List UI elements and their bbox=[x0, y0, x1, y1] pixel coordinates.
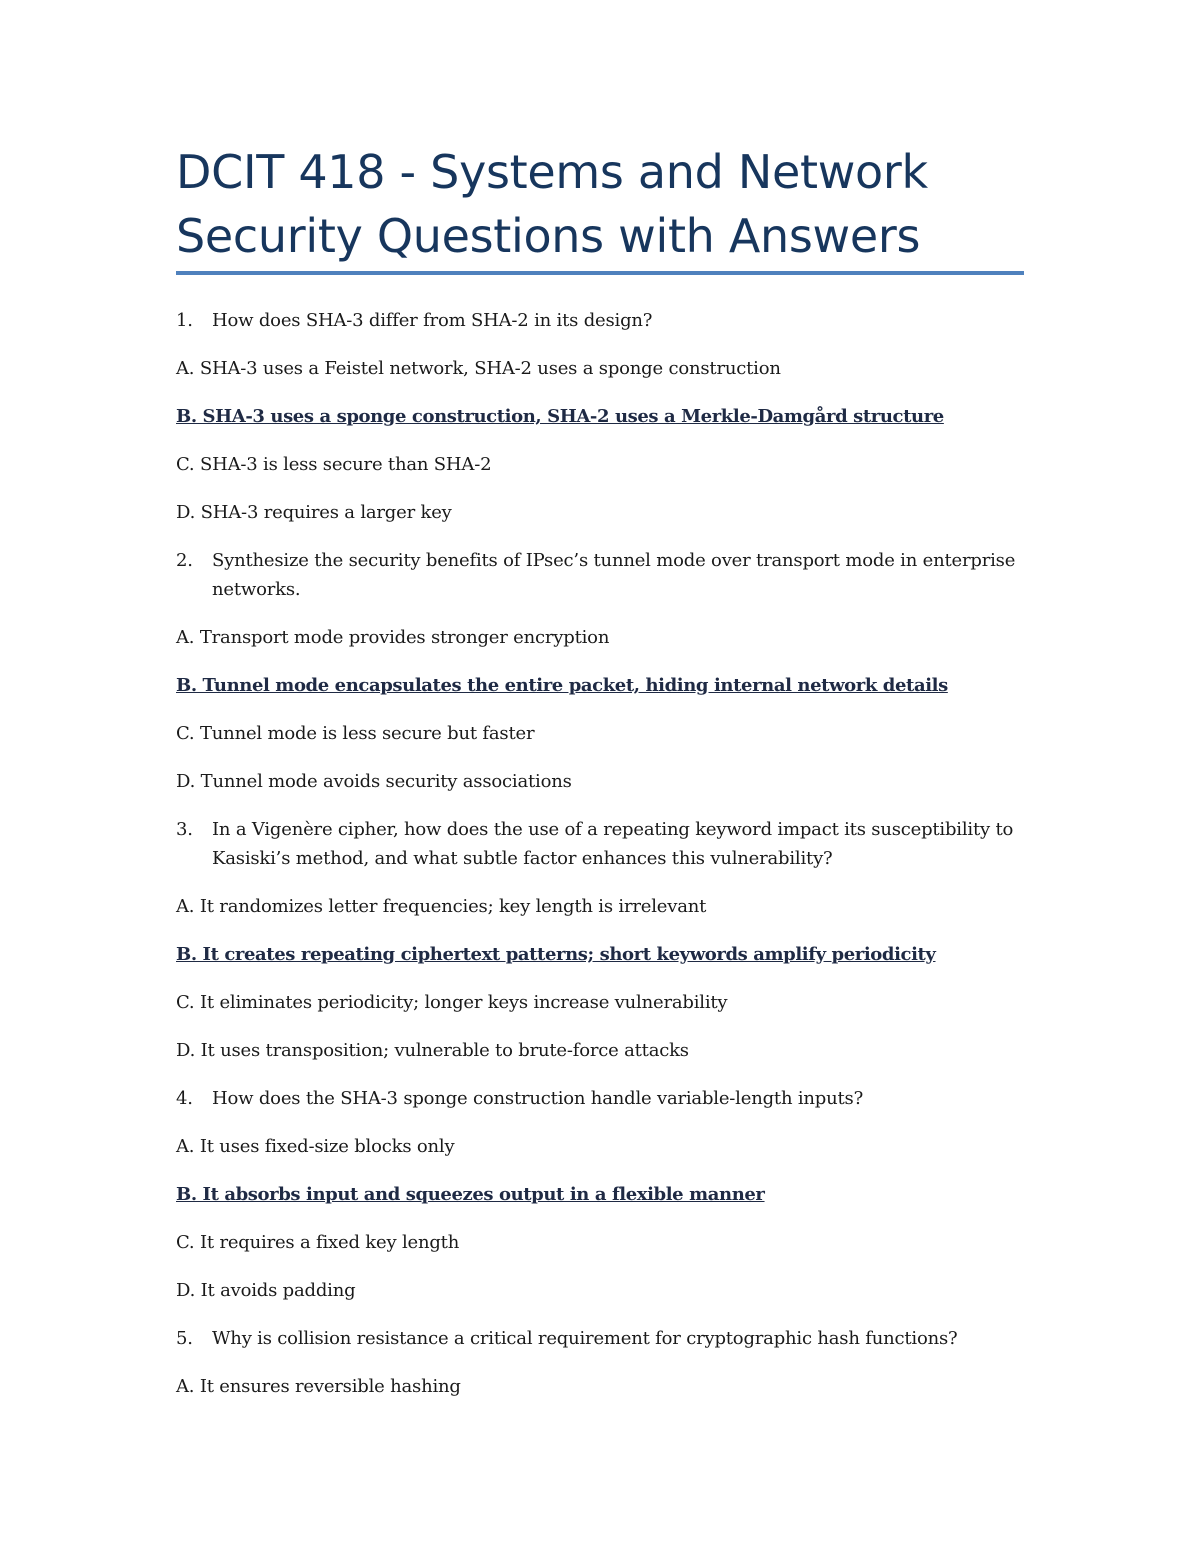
answer-option: A. It ensures reversible hashing bbox=[176, 1376, 461, 1397]
question-number: 2. bbox=[176, 550, 193, 571]
correct-answer-option: B. SHA-3 uses a sponge construction, SHA-2 uses a Merkle-Damgård structure bbox=[176, 406, 944, 427]
question-text: Why is collision resistance a critical requirement for cryptographic hash functions? bbox=[212, 1328, 958, 1349]
answer-option: D. Tunnel mode avoids security associations bbox=[176, 771, 572, 792]
question-text: In a Vigenère cipher, how does the use of a repeating keyword impact its susceptibility to Kasiski’s method, and what subtle factor enhances this vulnerability? bbox=[212, 819, 1014, 869]
answer-option: C. Tunnel mode is less secure but faster bbox=[176, 723, 535, 744]
question-text: How does SHA-3 differ from SHA-2 in its design? bbox=[212, 310, 653, 331]
question-number: 4. bbox=[176, 1088, 193, 1109]
question-list bbox=[176, 306, 1024, 1420]
question-2 bbox=[176, 546, 1024, 604]
title-line-1: DCIT 418 - Systems and Network bbox=[176, 145, 928, 199]
question-3 bbox=[176, 815, 1024, 873]
question-4 bbox=[176, 1084, 1024, 1113]
answer-option: D. It uses transposition; vulnerable to brute-force attacks bbox=[176, 1040, 689, 1061]
answer-option: A. It randomizes letter frequencies; key length is irrelevant bbox=[176, 896, 707, 917]
answer-option: A. SHA-3 uses a Feistel network, SHA-2 uses a sponge construction bbox=[176, 358, 781, 379]
title-underline-rule bbox=[176, 271, 1024, 275]
question-5 bbox=[176, 1324, 1024, 1353]
question-number: 5. bbox=[176, 1328, 193, 1349]
question-text: How does the SHA-3 sponge construction handle variable-length inputs? bbox=[212, 1088, 864, 1109]
question-1 bbox=[176, 306, 1024, 335]
answer-option: C. SHA-3 is less secure than SHA-2 bbox=[176, 454, 492, 475]
question-number: 3. bbox=[176, 819, 193, 840]
answer-option: A. It uses fixed-size blocks only bbox=[176, 1136, 455, 1157]
title-line-2: Security Questions with Answers bbox=[176, 209, 921, 263]
answer-option: C. It eliminates periodicity; longer keys increase vulnerability bbox=[176, 992, 728, 1013]
correct-answer-option: B. It creates repeating ciphertext patterns; short keywords amplify periodicity bbox=[176, 944, 936, 965]
document-title bbox=[176, 140, 1024, 268]
question-number: 1. bbox=[176, 310, 193, 331]
correct-answer-option: B. Tunnel mode encapsulates the entire packet, hiding internal network details bbox=[176, 675, 948, 696]
correct-answer-option: B. It absorbs input and squeezes output in a flexible manner bbox=[176, 1184, 765, 1205]
answer-option: C. It requires a fixed key length bbox=[176, 1232, 460, 1253]
answer-option: D. It avoids padding bbox=[176, 1280, 356, 1301]
question-text: Synthesize the security benefits of IPsec’s tunnel mode over transport mode in enterprise networks. bbox=[212, 550, 1016, 600]
answer-option: D. SHA-3 requires a larger key bbox=[176, 502, 452, 523]
answer-option: A. Transport mode provides stronger encryption bbox=[176, 627, 610, 648]
